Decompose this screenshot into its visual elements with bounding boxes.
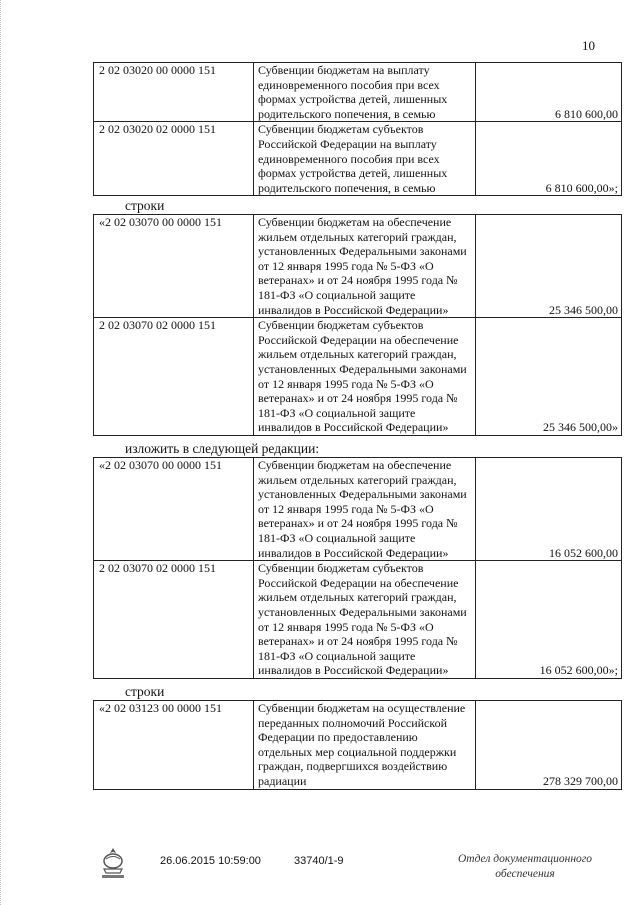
row-amount: 16 052 600,00 <box>476 458 622 561</box>
kbk-code: «2 02 03070 00 0000 151 <box>94 458 254 561</box>
kbk-code: 2 02 03070 02 0000 151 <box>94 318 254 436</box>
kbk-code: «2 02 03070 00 0000 151 <box>94 215 254 318</box>
table-row <box>94 318 622 436</box>
budget-table-3 <box>93 457 622 679</box>
row-amount: 278 329 700,00 <box>476 701 622 790</box>
section-label-rows: строки <box>125 198 165 213</box>
row-description: Субвенции бюджетам субъектов Российской Федерации на выплату единовременного пособия при всех формах устройства детей, лишенных родительского попечения, в семью <box>254 122 476 196</box>
kbk-code: 2 02 03020 00 0000 151 <box>94 63 254 122</box>
budget-table-4 <box>93 700 622 790</box>
kbk-code: «2 02 03123 00 0000 151 <box>94 701 254 790</box>
row-description: Субвенции бюджетам на обеспечение жильем отдельных категорий граждан, установленных Федеральными законами от 12 января 1995 года № 5-ФЗ «О ветеранах» и от 24 ноября 1995 года № 181-ФЗ «О социальной защите инвалидов в Российской Федерации» <box>254 215 476 318</box>
footer-datetime: 26.06.2015 10:59:00 <box>160 855 261 867</box>
table-row <box>94 122 622 196</box>
table-row <box>94 458 622 561</box>
scan-edge <box>0 0 7 905</box>
footer-registration-number: 33740/1-9 <box>294 855 344 867</box>
row-amount: 6 810 600,00 <box>476 63 622 122</box>
budget-table-2 <box>93 214 622 436</box>
table-row <box>94 561 622 679</box>
row-amount: 25 346 500,00» <box>476 318 622 436</box>
footer-department-stamp <box>445 852 605 882</box>
table-row <box>94 63 622 122</box>
kbk-code: 2 02 03070 02 0000 151 <box>94 561 254 679</box>
row-amount: 25 346 500,00 <box>476 215 622 318</box>
kbk-code: 2 02 03020 02 0000 151 <box>94 122 254 196</box>
table-row <box>94 215 622 318</box>
emblem-logo-icon <box>98 845 128 881</box>
page-number: 10 <box>582 38 595 53</box>
section-label-new-edition: изложить в следующей редакции: <box>125 441 320 456</box>
budget-table-1 <box>93 62 622 196</box>
row-description: Субвенции бюджетам на выплату единовременного пособия при всех формах устройства детей, лишенных родительского попечения, в семью <box>254 63 476 122</box>
row-description: Субвенции бюджетам субъектов Российской Федерации на обеспечение жильем отдельных категорий граждан, установленных Федеральными законами от 12 января 1995 года № 5-ФЗ «О ветеранах» и от 24 ноября 1995 года № 181-ФЗ «О социальной защите инвалидов в Российской Федерации» <box>254 561 476 679</box>
section-label-rows: строки <box>125 684 165 699</box>
row-description: Субвенции бюджетам на осуществление переданных полномочий Российской Федерации по предоставлению отдельных мер социальной поддержки граждан, подвергшихся воздействию радиации <box>254 701 476 790</box>
row-description: Субвенции бюджетам субъектов Российской Федерации на обеспечение жильем отдельных категорий граждан, установленных Федеральными законами от 12 января 1995 года № 5-ФЗ «О ветеранах» и от 24 ноября 1995 года № 181-ФЗ «О социальной защите инвалидов в Российской Федерации» <box>254 318 476 436</box>
department-line: Отдел документационного <box>457 853 593 865</box>
department-line: обеспечения <box>495 868 555 880</box>
row-amount: 6 810 600,00»; <box>476 122 622 196</box>
row-amount: 16 052 600,00»; <box>476 561 622 679</box>
table-row <box>94 701 622 790</box>
row-description: Субвенции бюджетам на обеспечение жильем отдельных категорий граждан, установленных Федеральными законами от 12 января 1995 года № 5-ФЗ «О ветеранах» и от 24 ноября 1995 года № 181-ФЗ «О социальной защите инвалидов в Российской Федерации» <box>254 458 476 561</box>
